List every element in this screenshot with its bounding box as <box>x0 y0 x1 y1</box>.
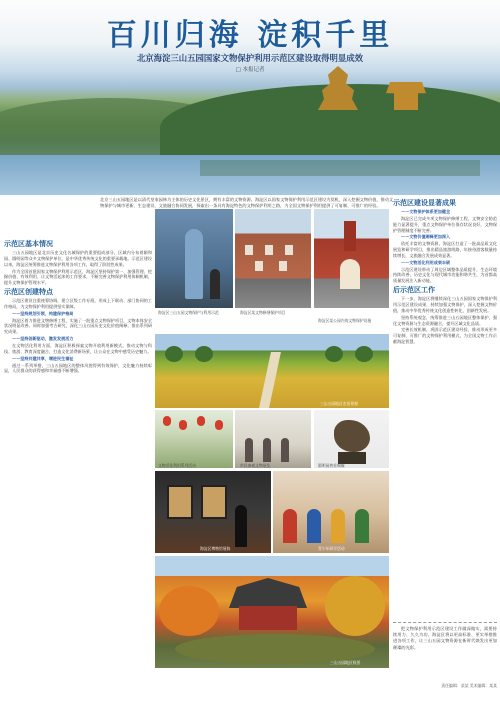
section-quote: ——坚持规划引领，构建保护格局 <box>12 310 74 316</box>
lantern <box>215 420 223 430</box>
visitor-figure <box>235 505 247 547</box>
photo-buildings <box>235 209 311 308</box>
visitor-figure <box>263 438 271 462</box>
article-paragraph: 示范区建设带动了周边区域整体品质提升，生态环境持续改善，历史文化与现代城市功能和谐共生，为首都高质量发展注入新动能。 <box>393 266 497 284</box>
section-title-results: 示范区建设显著成果 <box>393 199 456 207</box>
student-figure <box>283 509 297 543</box>
closing-note <box>393 622 497 680</box>
student-figure <box>331 509 345 543</box>
window <box>285 245 293 255</box>
bronze-head <box>334 420 370 452</box>
right-column <box>393 197 497 346</box>
tree <box>355 346 373 362</box>
temple-wall <box>239 606 297 630</box>
byline: □ 本报记者 <box>235 67 265 73</box>
section-title-basic: 示范区基本情况 <box>4 240 53 248</box>
tree <box>325 346 343 362</box>
photo-lanterns <box>155 410 233 468</box>
intro-paragraph: 北京三山五园地区是以清代皇家园林为主体的历史文化景区，拥有丰富的文物资源。海淀区以国家文物保护利用示范区建设为契机，深入挖掘文物价值，推动文物保护与城市更新、生态建设、文旅融合协同发展，探索出一条具有海淀特色的文物保护利用之路，为全国文物保护利用提供了可复制、可推广的经验。 <box>100 197 394 209</box>
photo-caption: 海淀区某文物修缮保护项目 <box>240 310 286 315</box>
article-paragraph: 依托丰富的文物资源，海淀区打造了一批高品质文化展览和研学项目，推出精品旅游线路，年接待游客数量持续增长，文旅融合发展成效显著。 <box>393 241 497 258</box>
autumn-tree <box>325 576 385 636</box>
church-tower <box>344 221 356 251</box>
tree <box>195 346 213 362</box>
article-paragraph: 三山五园地区是北京历史文化名城保护的重要组成部分，区域内分布着颐和园、圆明园等众多文物保护单位，是中华优秀传统文化的重要承载地。示范区建设以来，海淀区统筹推进文物保护利用各项工作，取得了阶段性成果。 <box>4 250 152 267</box>
lantern <box>179 420 187 430</box>
photo-caption: 圆明园兽首铜像 <box>318 463 345 468</box>
window <box>245 245 253 255</box>
section-quote: ——坚持创新驱动，激发发展活力 <box>12 336 74 342</box>
window <box>255 261 263 271</box>
field-path <box>259 352 281 408</box>
left-column <box>4 238 152 375</box>
article-paragraph: 海淀区已完成多项文物保护修缮工程，文物安全防范能力显著提升，重点文物保护单位保存状况良好，文物保护管理制度不断完善。 <box>393 215 497 233</box>
lantern <box>197 416 205 426</box>
photo-caption: 三山五园地区农田景观 <box>320 401 358 406</box>
student-figure <box>355 509 369 543</box>
photo-museum <box>155 471 271 553</box>
photo-rice-field <box>155 334 389 408</box>
autumn-tree <box>159 586 219 636</box>
photo-caption: 市民参观文物展览 <box>240 463 271 468</box>
article-paragraph: 海淀区着力推进文物修缮工程，实施了一批重点文物保护项目，文物本体安全状况明显改善。同时加强考古研究，深化三山五园历史文化价值阐释，推出系列研究成果。 <box>4 317 152 335</box>
section-title-work: 示范区创建特点 <box>4 288 53 297</box>
photo-bronze-head <box>314 410 389 468</box>
photo-visitors <box>235 410 311 468</box>
section-quote: ——文物活化利用成果丰硕 <box>401 259 451 265</box>
visitor-figure <box>281 438 289 462</box>
photo-caption: 海淀区博物馆展陈 <box>200 546 231 551</box>
photo-caption: 海淀区三山五园文物保护与利用示范 <box>158 310 219 315</box>
editor-credit: 责任编辑：某某 美术编辑：某某 <box>441 683 497 688</box>
article-paragraph: 作为全国首批国家文物保护利用示范区，海淀区坚持保护第一、加强管理、挖掘价值、有效利用、让文物活起来的工作要求，不断完善文物保护利用体制机制，提升文物保护管理水平。 <box>4 268 152 286</box>
photo-church <box>314 209 389 308</box>
temple-roof <box>229 578 307 608</box>
photo-caption: 海淀区某公园内的文物保护设施 <box>318 318 372 323</box>
section-quote: ——文物价值阐释更加深入 <box>401 234 451 240</box>
article-paragraph: 下一步，海淀区将继续深化三山五园国家文物保护利用示范区建设成果，持续加强文物保护，深入挖掘文物价值，推动中华优秀传统文化创造性转化、创新性发展。 <box>393 296 497 313</box>
photo-caption: 青少年研学活动 <box>318 546 345 551</box>
section-title-future: 后示范区工作 <box>393 286 435 295</box>
article-paragraph: 在文物活化利用方面，海淀区积极探索文物开放利用新模式，推动文物与科技、旅游、教育深度融合，打造文化消费新场景，让公众在文物中感受历史魅力。 <box>4 342 152 354</box>
article-paragraph: 坚持系统观念，统筹推进三山五园地区整体保护，强化文物资源与生态资源融合，提升区域文化品质。 <box>393 314 497 326</box>
headline: 百川归海 淀积千里 <box>106 18 394 53</box>
section-quote: ——文物保护体系更加健全 <box>401 209 451 214</box>
visitor-figure <box>210 269 220 299</box>
subheadline: 北京海淀三山五园国家文物保护利用示范区建设取得明显成效 <box>136 53 364 63</box>
article-paragraph: 示范区建设注重统筹协调，建立区级工作专班，形成上下联动、部门协同的工作格局，为文物保护利用提供坚实保障。 <box>4 298 152 309</box>
article-paragraph: 完善长效机制，巩固示范区建设经验，推动形成更多可复制、可推广的文物保护利用模式，为全国文物工作贡献海淀智慧。 <box>393 327 497 345</box>
article-paragraph: 通过一系列举措，三山五园地区的整体风貌得到有效保护，文化魅力持续彰显，人民群众的获得感和幸福感不断增强。 <box>4 362 152 374</box>
exhibit-frame <box>167 485 193 519</box>
tree <box>165 346 183 362</box>
lantern <box>163 416 171 426</box>
photo-caption: 文物活化利用系列活动 <box>158 463 196 468</box>
section-quote: ——坚持共建共享，增进民生福祉 <box>12 355 74 361</box>
hero-reflection <box>200 160 480 176</box>
student-figure <box>307 509 321 543</box>
statue-figure <box>185 229 203 299</box>
visitor-figure <box>245 438 253 462</box>
photo-caption: 三山五园地区秋景 <box>330 660 361 665</box>
closing-paragraph: 把文物保护利用示范区建设工作做深做实，需要持续用力、久久为功。海淀区将以更高标准、更实举措推进各项工作，让三山五园文物资源在新时代焕发出更加璀璨的光彩。 <box>393 626 497 650</box>
window <box>265 245 273 255</box>
church-arch <box>340 259 360 289</box>
window <box>279 261 287 271</box>
exhibit-frame <box>201 485 227 519</box>
photo-statue <box>155 209 233 308</box>
photo-students <box>273 471 389 553</box>
photo-autumn-garden <box>155 556 389 668</box>
